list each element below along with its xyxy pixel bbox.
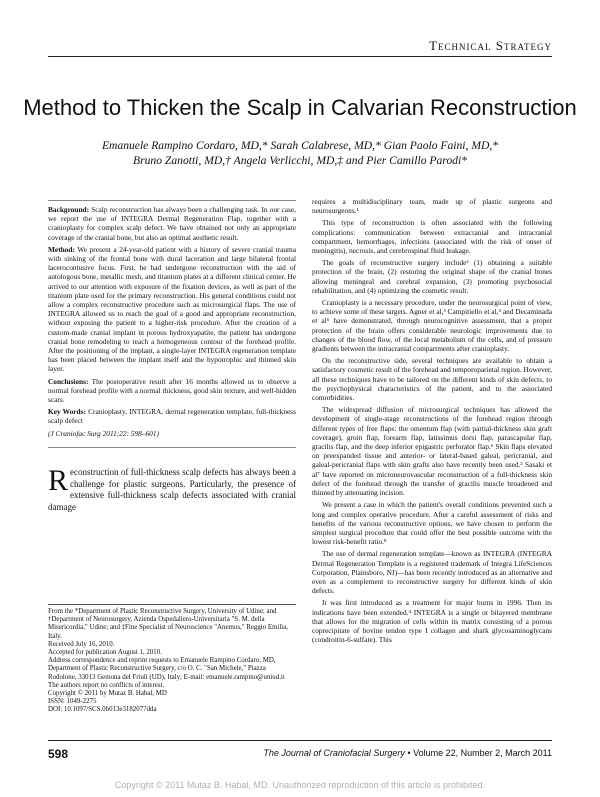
abstract-method: Method: We present a 24-year-old patient with a history of severe cranial trauma with sinking of the frontal bone with dural laceration and large bilateral frontal lacerocontusive focus. First, he had undergone reconstruction with the aid of autologous bone, metallic mesh, and titanium plates at a different clinical center. He arrived to our attention with exposure of the fixation devices, as well as part of the titanium plate used for the primary reconstruction. His general conditions could not allow a complex reconstructive procedure such as microsurgical flaps. The use of INTEGRA allowed us to reach the goal of a good and appropriate reconstruction, without exposing the patient to a higher-risk procedure. After the creation of a custom-made cranial implant in porous hydroxyapatite, the patient has undergone cranial bone remodeling to reach a homogeneous contour of the forehead profile. After the positioning of the implant, a single-layer INTEGRA regeneration template has been placed between the implant itself and the hypotrophic and thinned skin layer. xyxy=(48,244,296,374)
body-paragraph: This type of reconstruction is often associated with the following complications: communication between extracranial and intracranial compartment, hemorrhages, infections (associated with the risk of onset of meningitis), necrosis, and cerebrospinal fluid leakage. xyxy=(312,218,552,256)
affiliation-line: ISSN: 1049-2275 xyxy=(48,698,97,706)
body-paragraph: The use of dermal regeneration template—known as INTEGRA (INTEGRA Dermal Regeneration Template is a registered trademark of Integra LifeSciences Corporation, Plainsboro, NJ)—has been recently introduced as an alternative and even as a complement to reconstructive surgery for different kinds of skin defects. xyxy=(312,549,552,596)
abstract-conclusions: Conclusions: The postoperative result after 16 months allowed us to observe a normal forehead profile with a normal thickness, good skin texture, and well-hidden scars. xyxy=(48,376,296,405)
affiliation-line: Copyright © 2011 by Mutaz B. Habal, MD xyxy=(48,690,167,698)
page-number: 598 xyxy=(48,747,69,761)
keywords: Key Words: Cranioplasty, INTEGRA, dermal regeneration template, full-thickness scalp defect xyxy=(48,407,296,426)
intro-text: econstruction of full-thickness scalp defects has always been a challenge for plastic surgeons. Particularly, the presence of extensive full-thickness scalp defects associated with cranial damage xyxy=(48,467,296,512)
body-paragraph: Cranioplasty is a necessary procedure, under the neurosurgical point of view, to achieve some of these targets. Agner et al,³ Campitiello et al,⁴ and Decaminada et al⁵ have demonstrated, through neurocognitive assessment, that a proper protection of the brain offers considerable neurologic improvements due to changes of the blood flow, of the local metabolism of the cells, and of pressure gradients between the intracranial compartments after cranioplasty. xyxy=(312,298,552,354)
abstract-background: Background: Scalp reconstruction has always been a challenging task. In our case, we report the use of INTEGRA Dermal Regeneration Flap, together with a cranioplasty for complex scalp defect. We have obtained not only an appropriate coverage of the cranial bone, but also an optimal aesthetic result. xyxy=(48,205,296,242)
affiliation-line: From the *Department of Plastic Reconstructive Surgery, University of Udine; and †Department of Neurosurgery, Azienda Ospedaliero-Universitaria "S. M. della Misericordia," Udine; and ‡Fine Specialist of Neuroscience "Anemos," Reggio Emilia, Italy. xyxy=(48,608,288,640)
body-paragraph: The widespread diffusion of microsurgical techniques has allowed the development of single-stage reconstructions of the forehead region through different types of free flaps: the omentum flap (with partial-thickness skin graft coverage), groin flap, forearm flap, latissimus dorsi flap, parascapular flap, gracilis flap, and the deep inferior epigastric perforator flap.⁶ Skin flaps elevated on preexpanded tissue and anterior- or lateral-based galeal, pericranial, and galeal-pericranial flaps with skin grafts also have recently been used.² Sasaki et al⁷ have reported on microneurovascular reconstruction of a full-thickness skin defect of the forehead through the transfer of gracilis muscle broadened and thinned by attenuating incision. xyxy=(312,405,552,498)
authors-line-2: Bruno Zanotti, MD,† Angela Verlicchi, MD,‡ and Pier Camillo Parodi* xyxy=(133,154,467,167)
affiliation-line: Address correspondence and reprint requests to Emanuele Rampino Cordaro, MD, Department of Plastic Reconstructive Surgery, c/o O. C. "San Michele," Piazza Rodolone, 33013 Gemona del Friuli (UD), Italy; E-mail: emanuele.rampino@uniud.it xyxy=(48,657,285,681)
abstract-box xyxy=(48,200,296,448)
abstract-column xyxy=(48,200,296,448)
drop-cap: R xyxy=(48,464,69,497)
intro-paragraph xyxy=(48,464,296,513)
header-rule xyxy=(48,56,552,57)
body-paragraph: It was first introduced as a treatment for major burns in 1996. Then its indications have been extended.⁴ INTEGRA is a single or bilayered membrane that allows for the migration of cells within its matrix consisting of a porous coprecipitate of bovine tendon type I collagen and shark glycosaminoglycans (condroitin-6-sulfate). This xyxy=(312,598,552,645)
body-paragraph: requires a multidisciplinary team, made up of plastic surgeons and neurosurgeons.¹ xyxy=(312,197,552,216)
section-label: Technical Strategy xyxy=(429,38,552,53)
article-title: Method to Thicken the Scalp in Calvarian Reconstruction xyxy=(23,95,577,120)
affiliation-line: Received July 16, 2010. xyxy=(48,640,115,648)
affiliation-line: DOI: 10.1097/SCS.0b013e3182077dda xyxy=(48,706,157,714)
body-paragraph: On the reconstructive side, several techniques are available to obtain a satisfactory cosmetic result of the forehead and temporoparietal region. However, all these techniques have to be tailored on the different kinds of skin defects, to the psychophysical characteristics of the patient, and to the associated comorbidities. xyxy=(312,356,552,403)
footer-rule xyxy=(48,740,552,741)
authors-line-1: Emanuele Rampino Cordaro, MD,* Sarah Calabrese, MD,* Gian Paolo Faini, MD,* xyxy=(101,139,499,152)
journal-name: The Journal of Craniofacial Surgery xyxy=(263,748,405,758)
affiliation-line: Accepted for publication August 1, 2010. xyxy=(48,649,162,657)
body-paragraph: The goals of reconstructive surgery include² (1) obtaining a suitable protection of the brain, (2) restoring the original shape of the cranial bones allowing meningeal and cerebral expansion, (3) promoting psychosocial rehabilitation, and (4) optimizing the cosmetic result. xyxy=(312,258,552,295)
affiliation-line: The authors report no conflicts of interest. xyxy=(48,681,165,689)
body-paragraph: We present a case in which the patient's overall conditions prevented such a long and complex operative procedure. After a careful assessment of risks and benefits of the various reconstructive options, we have chosen to perform the simplest surgical procedure that could offer the best possible outcome with the lowest risk-benefit ratio.⁸ xyxy=(312,500,552,547)
author-list xyxy=(60,138,540,168)
body-column-right xyxy=(312,197,552,647)
copyright-notice: Copyright © 2011 Mutaz B. Habal, MD. Unauthorized reproduction of this article is prohibited. xyxy=(114,780,486,790)
journal-info xyxy=(263,748,552,758)
affiliations xyxy=(48,604,296,715)
journal-volume: • Volume 22, Number 2, March 2011 xyxy=(407,748,552,758)
citation: (J Craniofac Surg 2011;22: 598–601) xyxy=(48,428,159,438)
